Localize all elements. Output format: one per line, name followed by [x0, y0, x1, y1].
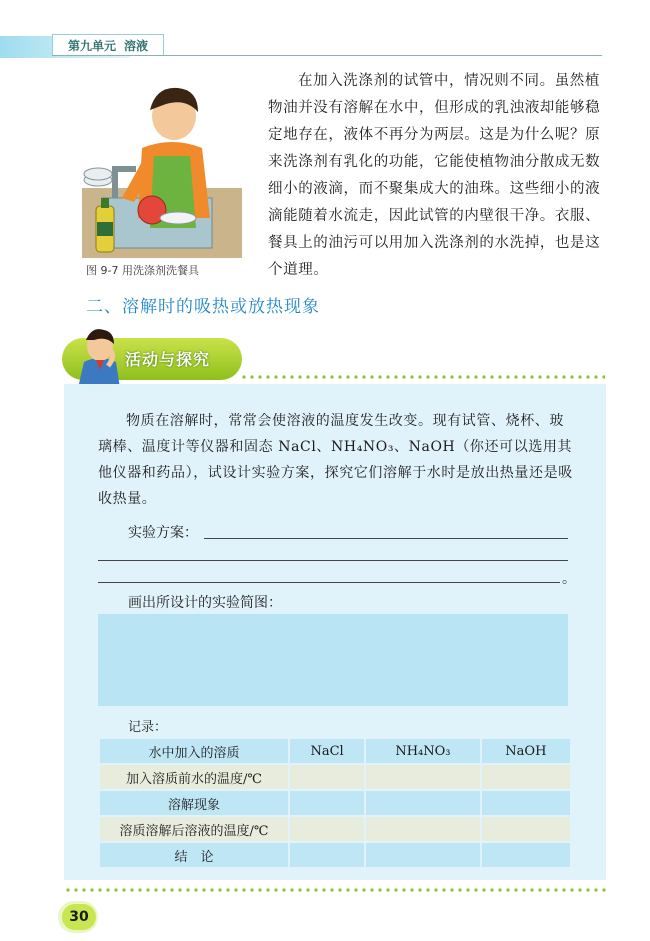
table-row: [100, 765, 570, 789]
table-header-cell: NH₄NO₃: [366, 739, 480, 763]
table-cell-input[interactable]: [482, 843, 570, 867]
activity-dotted-rule-bottom: [64, 888, 606, 892]
plan-end-mark: 。: [562, 571, 576, 587]
page-number: 30: [62, 904, 96, 930]
row-label: 结 论: [100, 843, 288, 867]
figure-caption: 图 9-7 用洗涤剂洗餐具: [86, 264, 199, 277]
table-cell-input[interactable]: [482, 765, 570, 789]
plan-answer-line-1[interactable]: [204, 538, 568, 539]
activity-dotted-rule-top: [240, 375, 605, 379]
table-row: [100, 791, 570, 815]
dishwashing-illustration: [82, 78, 242, 258]
row-label: 溶质溶解后溶液的温度/℃: [100, 817, 288, 841]
table-header-row: [100, 739, 570, 763]
table-cell-input[interactable]: [290, 817, 364, 841]
thinking-person-icon: [70, 322, 130, 388]
plan-answer-line-3[interactable]: [98, 582, 560, 583]
table-cell-input[interactable]: [366, 765, 480, 789]
table-cell-input[interactable]: [290, 765, 364, 789]
unit-title: 溶液: [124, 39, 149, 53]
unit-label: 第九单元: [67, 39, 116, 53]
activity-text: 物质在溶解时，常常会使溶液的温度发生改变。现有试管、烧杯、玻璃棒、温度计等仪器和固态 NaCl、NH₄NO₃、NaOH（你还可以选用其他仪器和药品），试设计实验方案，探究它们溶解于水时是放出热量还是吸收热量。: [98, 413, 573, 507]
chapter-header-tab: [52, 34, 164, 56]
table-cell-input[interactable]: [290, 791, 364, 815]
header-rule: [52, 55, 602, 56]
plan-answer-line-2[interactable]: [98, 560, 568, 561]
table-cell-input[interactable]: [482, 817, 570, 841]
drawing-area[interactable]: [98, 614, 568, 706]
table-header-cell: NaOH: [482, 739, 570, 763]
table-cell-input[interactable]: [482, 791, 570, 815]
table-cell-input[interactable]: [366, 843, 480, 867]
draw-label: 画出所设计的实验简图：: [128, 595, 282, 611]
intro-paragraph: 在加入洗涤剂的试管中，情况则不同。虽然植物油并没有溶解在水中，但形成的乳浊液却能够稳定地存在，液体不再分为两层。这是为什么呢？原来洗涤剂有乳化的功能，它能使植物油分散成无数细小的液滴，而不聚集成大的油珠。这些细小的液滴能随着水流走，因此试管的内壁很干净。衣服、餐具上的油污可以用加入洗涤剂的水洗掉，也是这个道理。: [268, 73, 601, 278]
activity-title: 活动与探究: [125, 350, 211, 369]
table-row: [100, 843, 570, 867]
record-label: 记录：: [128, 720, 168, 735]
row-label: 加入溶质前水的温度/℃: [100, 765, 288, 789]
table-row: [100, 817, 570, 841]
plan-label: 实验方案：: [128, 525, 198, 541]
record-table: [98, 737, 572, 869]
table-cell-input[interactable]: [366, 817, 480, 841]
table-header-cell: 水中加入的溶质: [100, 739, 288, 763]
section-title: 二、溶解时的吸热或放热现象: [86, 297, 320, 317]
table-cell-input[interactable]: [366, 791, 480, 815]
table-cell-input[interactable]: [290, 843, 364, 867]
row-label: 溶解现象: [100, 791, 288, 815]
table-header-cell: NaCl: [290, 739, 364, 763]
